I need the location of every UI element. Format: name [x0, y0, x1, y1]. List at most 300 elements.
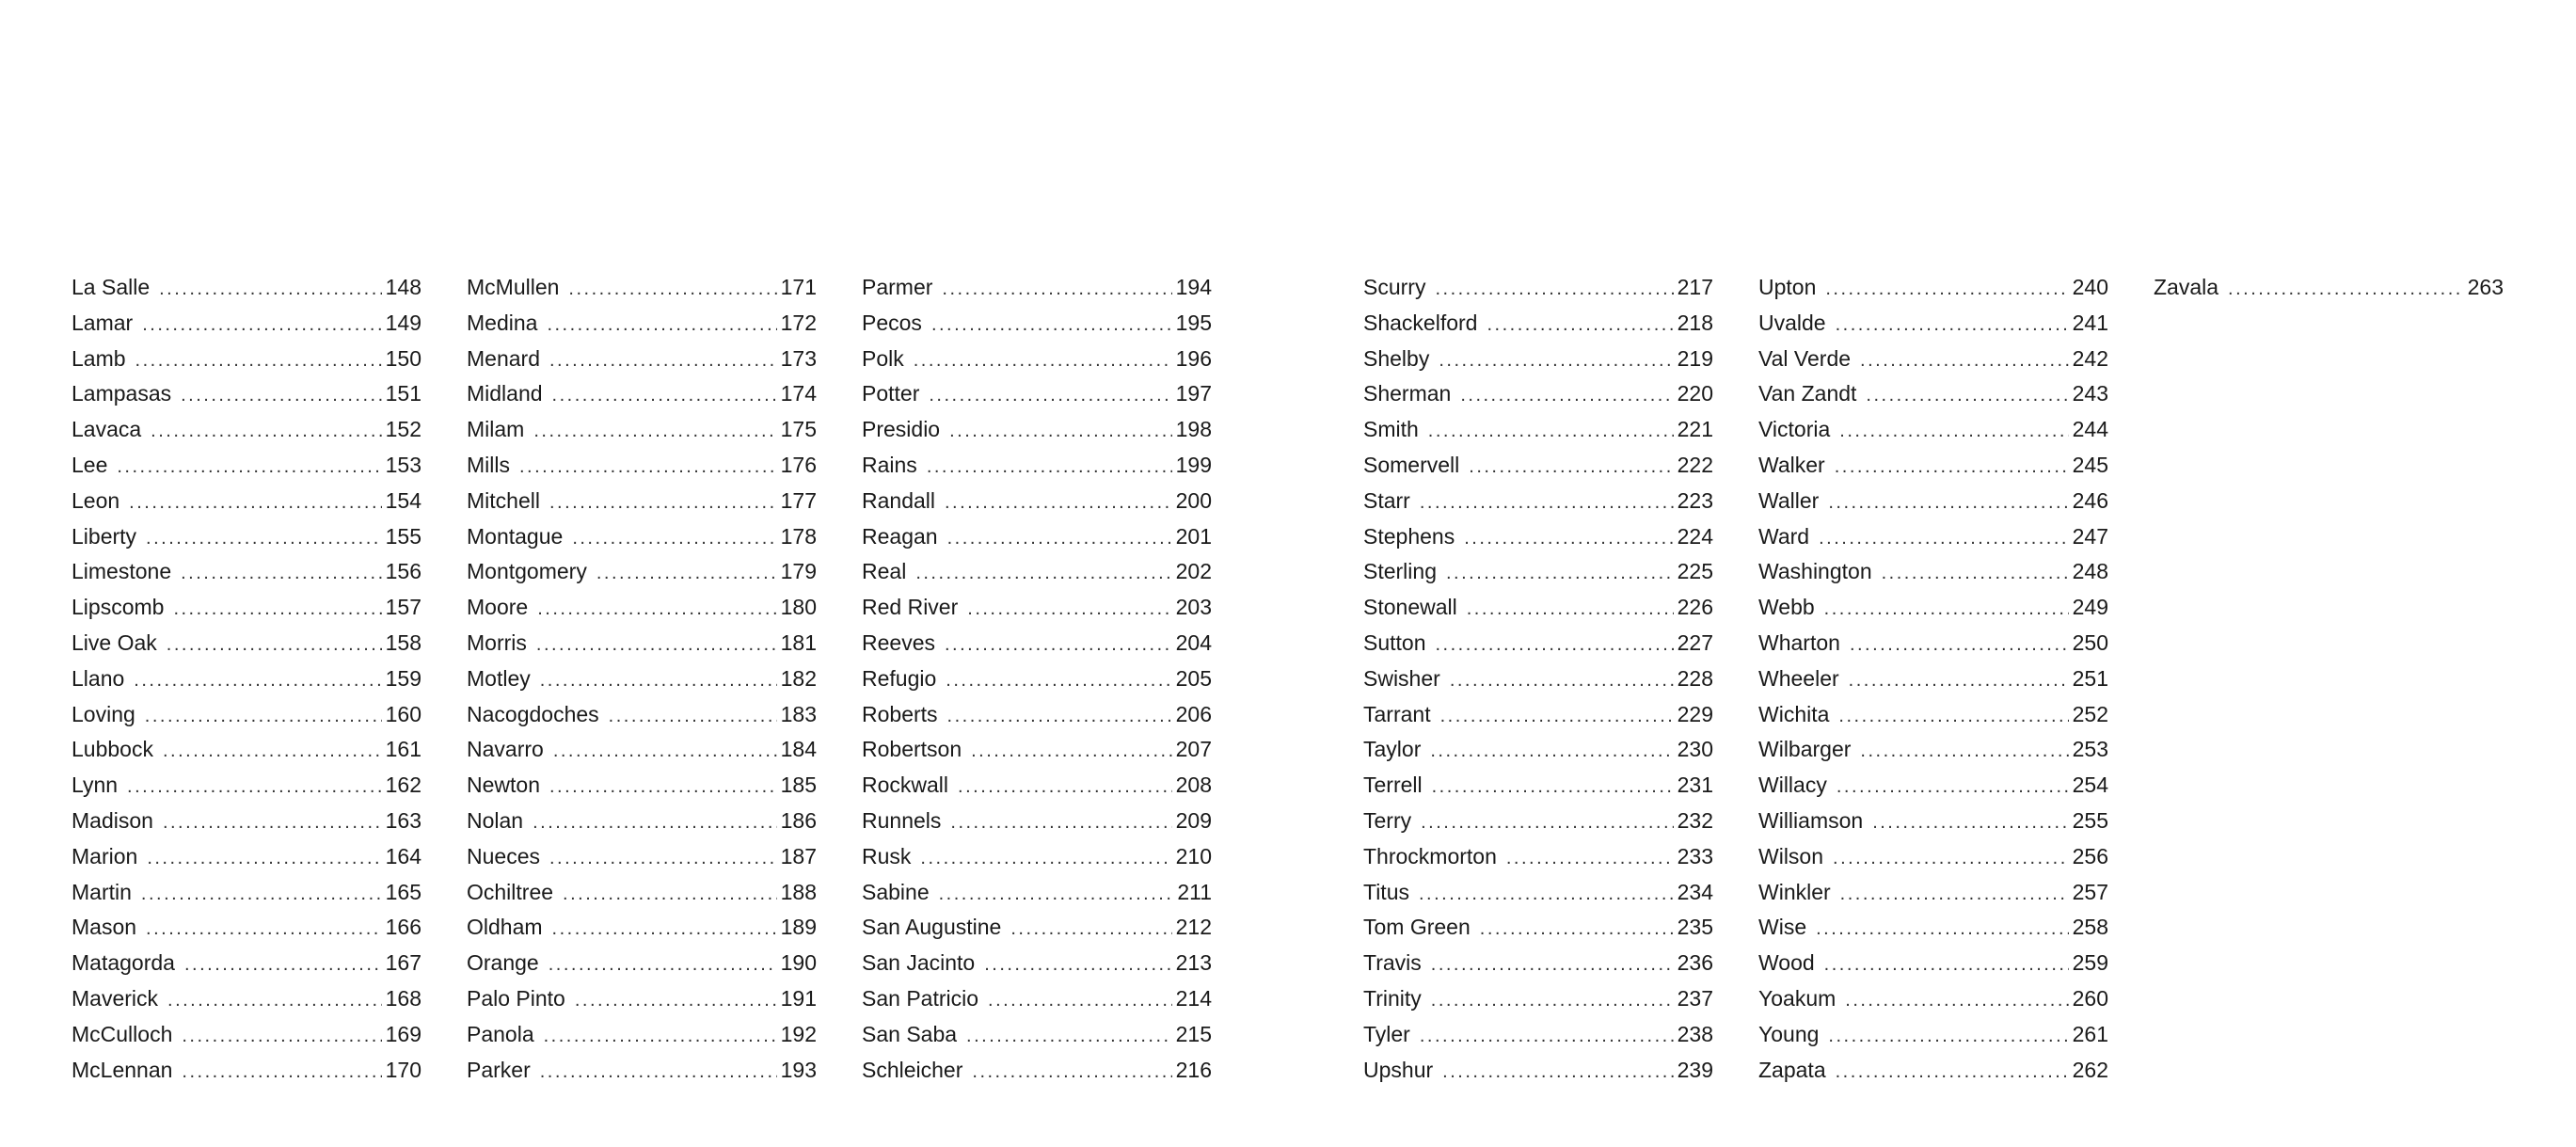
county-name: Wood — [1758, 950, 1815, 976]
index-entry — [72, 275, 421, 311]
county-name: San Patricio — [862, 985, 979, 1011]
dot-leader — [572, 528, 776, 550]
page-number: 198 — [1175, 417, 1212, 442]
dot-leader — [1849, 670, 2069, 692]
dot-leader — [1835, 456, 2069, 478]
page-number: 214 — [1175, 985, 1212, 1011]
county-name: Presidio — [862, 417, 941, 442]
page-number: 206 — [1175, 701, 1212, 726]
county-name: Terrell — [1363, 773, 1423, 798]
index-entry — [1363, 950, 1713, 986]
county-name: Stonewall — [1363, 595, 1457, 620]
page-number: 235 — [1677, 915, 1713, 940]
county-name: Yoakum — [1758, 985, 1837, 1011]
county-name: Madison — [72, 807, 153, 833]
page-number: 161 — [385, 737, 421, 762]
page-number: 160 — [385, 701, 421, 726]
page-number: 172 — [780, 310, 817, 335]
county-name: Schleicher — [862, 1057, 963, 1082]
dot-leader — [1816, 918, 2069, 940]
page-number: 242 — [2072, 345, 2108, 371]
dot-leader — [945, 634, 1172, 656]
county-name: Liberty — [72, 523, 137, 549]
dot-leader — [1836, 1061, 2069, 1083]
page-number: 227 — [1677, 629, 1713, 655]
page-number: 148 — [385, 275, 421, 299]
dot-leader — [181, 563, 382, 584]
county-name: Ward — [1758, 523, 1810, 549]
county-name: Lavaca — [72, 417, 142, 442]
page-number: 178 — [780, 523, 817, 549]
index-entry — [1363, 311, 1713, 346]
county-name: Sherman — [1363, 381, 1452, 406]
county-name: Rusk — [862, 843, 912, 868]
index-entry — [467, 417, 817, 453]
county-name: Lamar — [72, 310, 134, 335]
county-name: Throckmorton — [1363, 843, 1497, 868]
county-name: Live Oak — [72, 629, 157, 655]
page-number: 194 — [1175, 275, 1212, 299]
county-name: Smith — [1363, 417, 1419, 442]
dot-leader — [945, 492, 1172, 514]
county-name: San Saba — [862, 1021, 958, 1046]
page-number: 211 — [1177, 879, 1212, 904]
page-number: 186 — [780, 807, 817, 833]
page-number: 262 — [2072, 1057, 2108, 1082]
county-name: Reagan — [862, 523, 938, 549]
index-entry — [862, 381, 1212, 417]
page-number: 200 — [1175, 487, 1212, 513]
page-number: 256 — [2072, 843, 2108, 868]
page-number: 184 — [780, 737, 817, 762]
dot-leader — [568, 279, 776, 300]
county-name: Potter — [862, 381, 920, 406]
county-name: Tyler — [1363, 1021, 1410, 1046]
county-name: San Augustine — [862, 915, 1002, 940]
index-entry — [862, 488, 1212, 524]
index-entry — [1758, 915, 2108, 950]
index-entry — [72, 1022, 421, 1058]
index-entry — [72, 986, 421, 1022]
county-name: Mills — [467, 452, 510, 477]
index-entry — [1758, 524, 2108, 560]
page-number: 163 — [385, 807, 421, 833]
index-entry — [1758, 1022, 2108, 1058]
index-entry — [72, 737, 421, 773]
county-name: Sabine — [862, 879, 930, 904]
index-entry — [1758, 630, 2108, 666]
index-entry — [72, 381, 421, 417]
dot-leader — [971, 741, 1172, 762]
county-name: Titus — [1363, 879, 1409, 904]
page-number: 219 — [1677, 345, 1713, 371]
index-entry — [1363, 417, 1713, 453]
county-name: Val Verde — [1758, 345, 1852, 371]
dot-leader — [984, 954, 1171, 976]
page-number: 187 — [780, 843, 817, 868]
index-entry — [1363, 346, 1713, 382]
page-number: 179 — [780, 559, 817, 584]
page-number: 197 — [1175, 381, 1212, 406]
county-name: Travis — [1363, 950, 1422, 976]
county-name: Milam — [467, 417, 525, 442]
dot-leader — [609, 706, 777, 727]
dot-leader — [915, 563, 1171, 584]
dot-leader — [914, 350, 1172, 372]
page-number: 217 — [1677, 275, 1713, 299]
dot-leader — [533, 421, 776, 442]
county-name: Scurry — [1363, 275, 1426, 299]
county-name: Wilson — [1758, 843, 1824, 868]
page-number: 169 — [385, 1021, 421, 1046]
county-name: Lipscomb — [72, 595, 165, 620]
county-name: Wichita — [1758, 701, 1830, 726]
county-name: Sterling — [1363, 559, 1437, 584]
county-name: Montgomery — [467, 559, 587, 584]
county-name: Nueces — [467, 843, 540, 868]
page-number: 202 — [1175, 559, 1212, 584]
page-number: 253 — [2072, 737, 2108, 762]
dot-leader — [544, 1026, 777, 1047]
dot-leader — [1833, 848, 2069, 869]
page-number: 236 — [1677, 950, 1713, 976]
page-number: 229 — [1677, 701, 1713, 726]
county-name: Oldham — [467, 915, 543, 940]
county-name: Upshur — [1363, 1057, 1434, 1082]
county-name: Waller — [1758, 487, 1820, 513]
page-number: 185 — [780, 773, 817, 798]
dot-leader — [563, 884, 777, 905]
county-name: Pecos — [862, 310, 922, 335]
index-entry — [467, 666, 817, 702]
county-name: Ochiltree — [467, 879, 554, 904]
index-entry — [72, 453, 421, 488]
page-number: 221 — [1677, 417, 1713, 442]
page-number: 177 — [780, 487, 817, 513]
county-name: Reeves — [862, 629, 935, 655]
index-entry — [1363, 666, 1713, 702]
page-number: 166 — [385, 915, 421, 940]
county-name: Wharton — [1758, 629, 1840, 655]
dot-leader — [1825, 279, 2068, 300]
page-number: 164 — [385, 843, 421, 868]
dot-leader — [181, 385, 382, 406]
page-number: 181 — [780, 629, 817, 655]
county-name: Victoria — [1758, 417, 1831, 442]
page-number: 261 — [2072, 1021, 2108, 1046]
dot-leader — [1430, 741, 1673, 762]
county-name: Motley — [467, 665, 531, 691]
index-column-3 — [862, 275, 1212, 1092]
dot-leader — [2228, 279, 2464, 300]
county-name: Lee — [72, 452, 108, 477]
county-name: Navarro — [467, 737, 544, 762]
page-number: 230 — [1677, 737, 1713, 762]
dot-leader — [540, 670, 777, 692]
page-number: 250 — [2072, 629, 2108, 655]
dot-leader — [1467, 598, 1674, 620]
index-entry — [1758, 950, 2108, 986]
index-entry — [467, 381, 817, 417]
index-entry — [862, 559, 1212, 595]
index-entry — [1363, 808, 1713, 844]
dot-leader — [537, 598, 776, 620]
page-number: 239 — [1677, 1057, 1713, 1082]
dot-leader — [167, 990, 382, 1012]
county-name: Willacy — [1758, 773, 1827, 798]
dot-leader — [145, 706, 382, 727]
dot-leader — [1836, 314, 2069, 336]
page-number: 183 — [780, 701, 817, 726]
county-name: Loving — [72, 701, 135, 726]
dot-leader — [536, 634, 777, 656]
county-name: Wheeler — [1758, 665, 1839, 691]
page-number: 204 — [1175, 629, 1212, 655]
index-entry — [862, 595, 1212, 630]
index-entry — [1363, 595, 1713, 630]
page-number: 173 — [780, 345, 817, 371]
page-number: 167 — [385, 950, 421, 976]
index-entry — [72, 808, 421, 844]
page-number: 156 — [385, 559, 421, 584]
page-number: 240 — [2072, 275, 2108, 299]
dot-leader — [549, 776, 777, 798]
index-column-2 — [467, 275, 817, 1092]
page-number: 203 — [1175, 595, 1212, 620]
dot-leader — [159, 279, 382, 300]
dot-leader — [552, 385, 777, 406]
dot-leader — [151, 421, 381, 442]
county-name: Taylor — [1363, 737, 1422, 762]
page-number: 258 — [2072, 915, 2108, 940]
index-entry — [862, 880, 1212, 916]
county-name: Moore — [467, 595, 529, 620]
page-number: 248 — [2072, 559, 2108, 584]
dot-leader — [1480, 918, 1674, 940]
index-entry — [72, 524, 421, 560]
dot-leader — [1837, 776, 2069, 798]
county-name: Montague — [467, 523, 564, 549]
page-number: 199 — [1175, 452, 1212, 477]
county-name: McCulloch — [72, 1021, 173, 1046]
county-name: Panola — [467, 1021, 534, 1046]
index-entry — [1758, 453, 2108, 488]
dot-leader — [163, 741, 382, 762]
dot-leader — [1442, 1061, 1673, 1083]
county-name: Lamb — [72, 345, 126, 371]
dot-leader — [1432, 776, 1674, 798]
dot-leader — [141, 884, 382, 905]
dot-leader — [1435, 279, 1673, 300]
dot-leader — [1882, 563, 2069, 584]
page-number: 205 — [1175, 665, 1212, 691]
index-column-4 — [1363, 275, 1713, 1092]
page-number: 158 — [385, 629, 421, 655]
dot-leader — [533, 812, 777, 834]
page-number: 174 — [780, 381, 817, 406]
county-name: Swisher — [1363, 665, 1440, 691]
dot-leader — [967, 598, 1171, 620]
dot-leader — [1839, 421, 2068, 442]
page-number: 162 — [385, 773, 421, 798]
page-number: 209 — [1175, 807, 1212, 833]
county-name: Red River — [862, 595, 959, 620]
index-entry — [862, 986, 1212, 1022]
dot-leader — [931, 314, 1172, 336]
index-entry — [467, 773, 817, 808]
page-number: 157 — [385, 595, 421, 620]
county-name: Tom Green — [1363, 915, 1471, 940]
county-name: Winkler — [1758, 879, 1831, 904]
county-name: Real — [862, 559, 907, 584]
dot-leader — [929, 385, 1171, 406]
dot-leader — [1845, 990, 2068, 1012]
dot-leader — [946, 670, 1171, 692]
county-name: Matagorda — [72, 950, 175, 976]
dot-leader — [1828, 1026, 2068, 1047]
index-entry — [1363, 275, 1713, 311]
dot-leader — [1506, 848, 1674, 869]
index-entry — [862, 808, 1212, 844]
index-entry — [862, 773, 1212, 808]
county-name: Lampasas — [72, 381, 172, 406]
page-number: 224 — [1677, 523, 1713, 549]
page-number: 152 — [385, 417, 421, 442]
page-number: 218 — [1677, 310, 1713, 335]
page-number: 263 — [2467, 275, 2504, 299]
page-number: 249 — [2072, 595, 2108, 620]
dot-leader — [575, 990, 777, 1012]
county-name: Van Zandt — [1758, 381, 1857, 406]
dot-leader — [146, 918, 382, 940]
index-entry — [1363, 453, 1713, 488]
county-name: Zapata — [1758, 1057, 1826, 1082]
county-name: Zavala — [2154, 275, 2219, 299]
page-number: 159 — [385, 665, 421, 691]
index-entry — [862, 915, 1212, 950]
page-number: 259 — [2072, 950, 2108, 976]
page-number: 210 — [1175, 843, 1212, 868]
page-number: 260 — [2072, 985, 2108, 1011]
dot-leader — [947, 706, 1172, 727]
dot-leader — [1487, 314, 1673, 336]
dot-leader — [1450, 670, 1674, 692]
page-number: 225 — [1677, 559, 1713, 584]
dot-leader — [1431, 990, 1674, 1012]
county-name: Mitchell — [467, 487, 540, 513]
index-entry — [72, 880, 421, 916]
page-number: 215 — [1175, 1021, 1212, 1046]
dot-leader — [173, 598, 381, 620]
index-entry — [862, 702, 1212, 738]
dot-leader — [1431, 954, 1674, 976]
dot-leader — [519, 456, 777, 478]
dot-leader — [942, 279, 1171, 300]
index-entry — [1363, 1022, 1713, 1058]
dot-leader — [1420, 1026, 1674, 1047]
index-entry — [1363, 773, 1713, 808]
page-number: 226 — [1677, 595, 1713, 620]
page-number: 175 — [780, 417, 817, 442]
county-name: Walker — [1758, 452, 1825, 477]
dot-leader — [552, 918, 777, 940]
index-entry — [862, 630, 1212, 666]
index-entry — [1758, 880, 2108, 916]
dot-leader — [920, 848, 1171, 869]
dot-leader — [1866, 385, 2068, 406]
index-entry — [467, 1058, 817, 1093]
index-entry — [1758, 488, 2108, 524]
index-entry — [72, 1058, 421, 1093]
page-number: 247 — [2072, 523, 2108, 549]
dot-leader — [950, 812, 1171, 834]
index-entry — [72, 488, 421, 524]
index-entry — [467, 311, 817, 346]
page-number: 189 — [780, 915, 817, 940]
county-name: Stephens — [1363, 523, 1455, 549]
county-name: Llano — [72, 665, 125, 691]
index-entry — [72, 630, 421, 666]
dot-leader — [549, 350, 777, 372]
index-entry — [1363, 915, 1713, 950]
county-name: Robertson — [862, 737, 962, 762]
county-name: Roberts — [862, 701, 938, 726]
dot-leader — [182, 1026, 381, 1047]
index-entry — [1363, 880, 1713, 916]
index-entry — [862, 950, 1212, 986]
index-entry — [1758, 773, 2108, 808]
dot-leader — [939, 884, 1174, 905]
dot-leader — [949, 421, 1172, 442]
index-entry — [1758, 844, 2108, 880]
county-name: Nacogdoches — [467, 701, 599, 726]
page-number: 251 — [2072, 665, 2108, 691]
dot-leader — [972, 1061, 1171, 1083]
page-number: 252 — [2072, 701, 2108, 726]
page-number: 176 — [780, 452, 817, 477]
index-entry — [467, 880, 817, 916]
index-entry — [467, 453, 817, 488]
county-name: La Salle — [72, 275, 151, 299]
index-entry — [72, 950, 421, 986]
index-entry — [1363, 524, 1713, 560]
dot-leader — [1824, 954, 2069, 976]
county-name: Rains — [862, 452, 917, 477]
dot-leader — [127, 776, 382, 798]
index-entry — [862, 311, 1212, 346]
index-entry — [467, 915, 817, 950]
county-name: Lynn — [72, 773, 119, 798]
index-entry — [1758, 311, 2108, 346]
index-entry — [1363, 559, 1713, 595]
page-number: 220 — [1677, 381, 1713, 406]
county-name: Tarrant — [1363, 701, 1431, 726]
dot-leader — [1446, 563, 1674, 584]
page-number: 233 — [1677, 843, 1713, 868]
dot-leader — [1420, 492, 1674, 514]
page-number: 246 — [2072, 487, 2108, 513]
dot-leader — [547, 314, 776, 336]
page-number: 153 — [385, 452, 421, 477]
page-number: 212 — [1175, 915, 1212, 940]
index-entry — [72, 773, 421, 808]
county-name: Marion — [72, 843, 138, 868]
page-number: 151 — [385, 381, 421, 406]
page-number: 171 — [780, 275, 817, 299]
index-entry — [467, 275, 817, 311]
county-name: McMullen — [467, 275, 560, 299]
index-entry — [467, 488, 817, 524]
